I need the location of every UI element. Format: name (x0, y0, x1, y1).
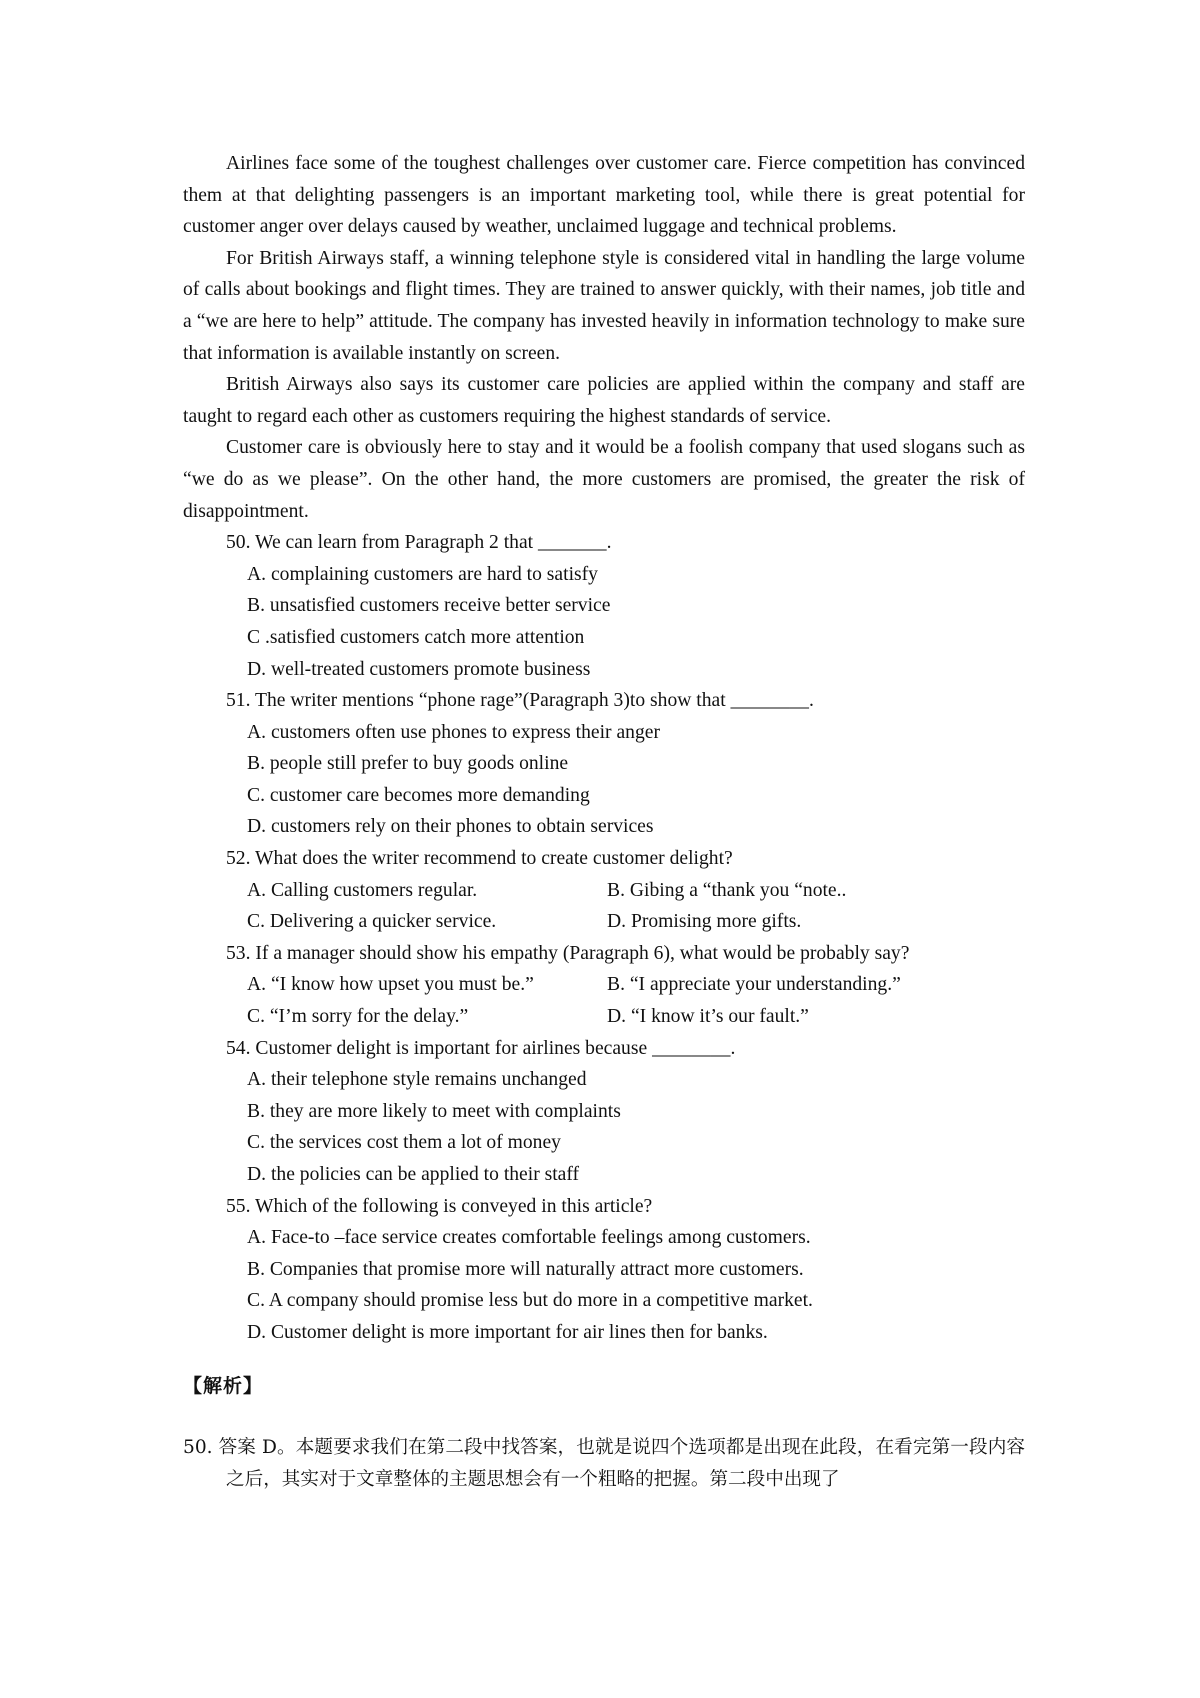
passage-paragraph-1: Airlines face some of the toughest challenges over customer care. Fierce competition has convinced them at that delighting passengers is an important marketing tool, while there is great potential for customer anger over delays caused by weather, unclaimed luggage and technical problems. (183, 153, 1025, 238)
passage-paragraph-2: For British Airways staff, a winning telephone style is considered vital in handling the large volume of calls about bookings and flight times. They are trained to answer quickly, with their names, job title and a “we are here to help” attitude. The company has invested heavily in information technology to make sure that information is available instantly on screen. (183, 247, 1025, 364)
question-53-option-c: C. “I’m sorry for the delay.” (247, 1006, 469, 1028)
question-52-options-row-1 (183, 875, 1025, 907)
question-50-option-c: C .satisfied customers catch more attention (247, 626, 585, 648)
question-54-option-b: B. they are more likely to meet with complaints (247, 1100, 621, 1122)
question-53-options-row-1 (183, 969, 1025, 1001)
document-page (183, 148, 1025, 1496)
question-53-option-a: A. “I know how upset you must be.” (247, 974, 534, 996)
question-51-option-b: B. people still prefer to buy goods online (247, 753, 569, 775)
question-55-stem: 55. Which of the following is conveyed in this article? (226, 1195, 653, 1217)
question-54-option-a: A. their telephone style remains unchanged (247, 1069, 587, 1091)
question-53-option-d: D. “I know it’s our fault.” (607, 1006, 809, 1028)
question-55-option-d: D. Customer delight is more important for air lines then for banks. (247, 1321, 768, 1343)
question-53-stem: 53. If a manager should show his empathy (Paragraph 6), what would be probably say? (226, 942, 910, 964)
question-52-option-a: A. Calling customers regular. (247, 879, 478, 901)
passage-paragraph-3: British Airways also says its customer care policies are applied within the company and staff are taught to regard each other as customers requiring the highest standards of service. (183, 374, 1025, 427)
question-50-option-d: D. well-treated customers promote business (247, 658, 591, 680)
question-54-stem: 54. Customer delight is important for airlines because ________. (226, 1037, 736, 1059)
question-55-option-b: B. Companies that promise more will naturally attract more customers. (247, 1258, 804, 1280)
question-55-option-c: C. A company should promise less but do more in a competitive market. (247, 1290, 813, 1312)
question-52-option-d: D. Promising more gifts. (607, 911, 802, 933)
question-52-option-b: B. Gibing a “thank you “note.. (607, 879, 847, 901)
question-51-stem: 51. The writer mentions “phone rage”(Paragraph 3)to show that ________. (226, 690, 814, 712)
question-52-option-c: C. Delivering a quicker service. (247, 911, 497, 933)
question-51-option-a: A. customers often use phones to express their anger (247, 721, 660, 743)
answer-50-explanation: 50. 答案 D。本题要求我们在第二段中找答案，也就是说四个选项都是出现在此段，在看完第一段内容之后，其实对于文章整体的主题思想会有一个粗略的把握。第二段中出现了 (183, 1436, 1025, 1490)
question-54-option-c: C. the services cost them a lot of money (247, 1132, 561, 1154)
question-50-stem: 50. We can learn from Paragraph 2 that _______. (226, 532, 612, 554)
question-51-option-d: D. customers rely on their phones to obtain services (247, 816, 654, 838)
question-53-options-row-2 (183, 1001, 1025, 1033)
question-50-option-b: B. unsatisfied customers receive better service (247, 595, 611, 617)
question-54-option-d: D. the policies can be applied to their staff (247, 1164, 580, 1185)
analysis-heading: 【解析】 (183, 1374, 264, 1397)
question-50-option-a: A. complaining customers are hard to satisfy (247, 563, 598, 585)
question-52-stem: 52. What does the writer recommend to create customer delight? (226, 848, 733, 870)
question-55-option-a: A. Face-to –face service creates comfortable feelings among customers. (247, 1227, 811, 1249)
question-52-options-row-2 (183, 906, 1025, 938)
passage-paragraph-4: Customer care is obviously here to stay and it would be a foolish company that used slogans such as “we do as we please”. On the other hand, the more customers are promised, the greater the risk of disappointment. (183, 437, 1025, 522)
question-51-option-c: C. customer care becomes more demanding (247, 784, 590, 806)
question-53-option-b: B. “I appreciate your understanding.” (607, 974, 901, 996)
